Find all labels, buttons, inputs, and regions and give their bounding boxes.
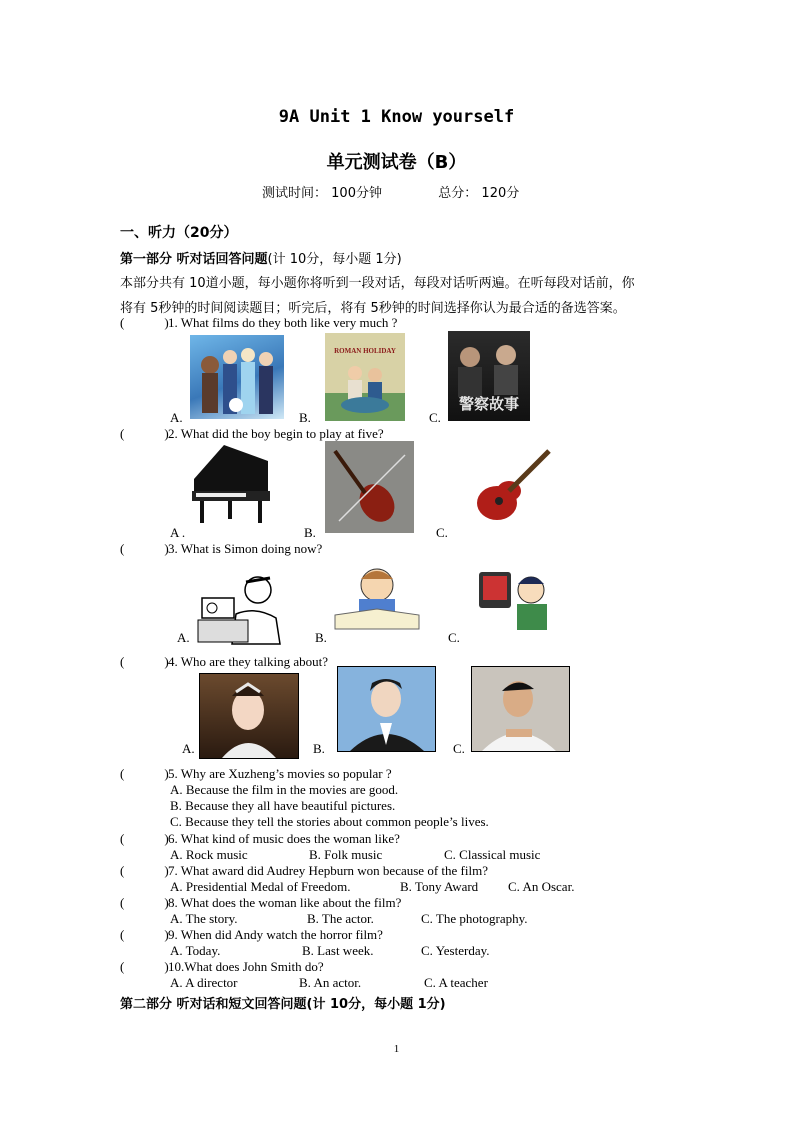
boy-reading-book-image — [331, 563, 423, 631]
question-text: 7. What award did Audrey Hepburn won because of the film? — [168, 863, 488, 878]
boy-listening-radio-image — [196, 570, 290, 645]
option-label: A . — [170, 525, 186, 540]
score-value: 120分 — [481, 186, 520, 201]
question-text: 9. When did Andy watch the horror film? — [168, 927, 383, 942]
option-label: C. — [436, 525, 448, 540]
answer-option: A. Because the film in the movies are good. — [170, 782, 399, 797]
option-label: B. — [313, 741, 325, 756]
test-info — [262, 182, 519, 201]
part2-heading: 第二部分 听对话和短文回答问题(计 10分，每小题 1分) — [120, 997, 446, 1012]
poster-title: ROMAN HOLIDAY — [334, 347, 396, 355]
question-1: ( )1. What films do they both like very much ? — [120, 315, 398, 330]
option-label: A. — [177, 630, 190, 645]
answer-option: A. Today. — [170, 943, 221, 958]
roman-holiday-poster-image — [325, 333, 405, 421]
option-label: B. — [299, 410, 311, 425]
actress-portrait-image — [199, 673, 299, 759]
option-label: C. — [429, 410, 441, 425]
piano-image — [184, 441, 276, 527]
jackie-chan-portrait-image — [471, 666, 570, 752]
answer-option: B. An actor. — [299, 975, 362, 990]
answer-option: B. Tony Award — [400, 879, 479, 894]
answer-option: B. Folk music — [309, 847, 383, 862]
question-text: 3. What is Simon doing now? — [168, 541, 323, 556]
question-text: 10.What does John Smith do? — [168, 959, 324, 974]
question-3: ( )3. What is Simon doing now? — [120, 541, 323, 556]
poster-title: 警察故事 — [458, 395, 519, 413]
question-text: 5. Why are Xuzheng’s movies so popular ? — [168, 766, 392, 781]
answer-option: A. Presidential Medal of Freedom. — [170, 879, 351, 894]
instructions-line-1: 本部分共有 10道小题，每小题你将听到一段对话，每段对话听两遍。在听每段对话前，你 — [120, 276, 635, 291]
question-text: 1. What films do they both like very much ? — [168, 315, 398, 330]
option-label: B. — [315, 630, 327, 645]
answer-option: B. Because they all have beautiful pictures. — [170, 798, 396, 813]
answer-option: C. A teacher — [424, 975, 488, 990]
option-label: C. — [448, 630, 460, 645]
question-text: 8. What does the woman like about the film? — [168, 895, 402, 910]
question-2: ( )2. What did the boy begin to play at five? — [120, 426, 384, 441]
answer-option: C. Yesterday. — [421, 943, 490, 958]
question-5: ( )5. Why are Xuzheng’s movies so popular ? — [120, 766, 392, 781]
question-10: ( )10.What does John Smith do? — [120, 959, 324, 974]
answer-option: B. Last week. — [302, 943, 374, 958]
police-story-poster-image — [448, 331, 530, 421]
time-label: 测试时间： — [262, 186, 328, 201]
answer-option: C. The photography. — [421, 911, 528, 926]
part1-title: 第一部分 听对话回答问题 — [120, 252, 268, 267]
page-number: 1 — [393, 1043, 400, 1055]
option-label: B. — [304, 525, 316, 540]
question-text: 6. What kind of music does the woman like? — [168, 831, 400, 846]
answer-option: A. A director — [170, 975, 238, 990]
guitar-image — [473, 445, 553, 531]
section-heading: 一、听力（20分） — [120, 225, 238, 241]
question-4: ( )4. Who are they talking about? — [120, 654, 329, 669]
question-9: ( )9. When did Andy watch the horror film? — [120, 927, 383, 942]
question-8: ( )8. What does the woman like about the film? — [120, 895, 402, 910]
question-text: 2. What did the boy begin to play at five? — [168, 426, 384, 441]
option-label: A. — [170, 410, 183, 425]
boy-watching-tv-image — [473, 562, 555, 632]
question-6: ( )6. What kind of music does the woman like? — [120, 831, 400, 846]
part1-note: (计 10分，每小题 1分) — [267, 252, 402, 267]
option-label: A. — [182, 741, 195, 756]
score-label: 总分： — [438, 186, 478, 201]
option-label: C. — [453, 741, 465, 756]
instructions-line-2: 将有 5秒钟的时间阅读题目；听完后，将有 5秒钟的时间选择你认为最合适的备选答案。 — [120, 301, 626, 316]
answer-option: B. The actor. — [307, 911, 374, 926]
answer-option: C. An Oscar. — [508, 879, 575, 894]
answer-option: A. The story. — [170, 911, 238, 926]
answer-option: A. Rock music — [170, 847, 248, 862]
page-subtitle: 单元测试卷（B） — [326, 152, 467, 173]
time-value: 100分钟 — [331, 186, 382, 201]
violin-image — [325, 441, 414, 533]
answer-option: C. Because they tell the stories about common people’s lives. — [170, 814, 489, 829]
actor-portrait-image — [337, 666, 436, 752]
question-text: 4. Who are they talking about? — [168, 654, 329, 669]
part1-heading — [120, 248, 402, 267]
page-title: 9A Unit 1 Know yourself — [278, 107, 515, 127]
question-7: ( )7. What award did Audrey Hepburn won because of the film? — [120, 863, 488, 878]
frozen-poster-image — [190, 335, 284, 419]
answer-option: C. Classical music — [444, 847, 541, 862]
